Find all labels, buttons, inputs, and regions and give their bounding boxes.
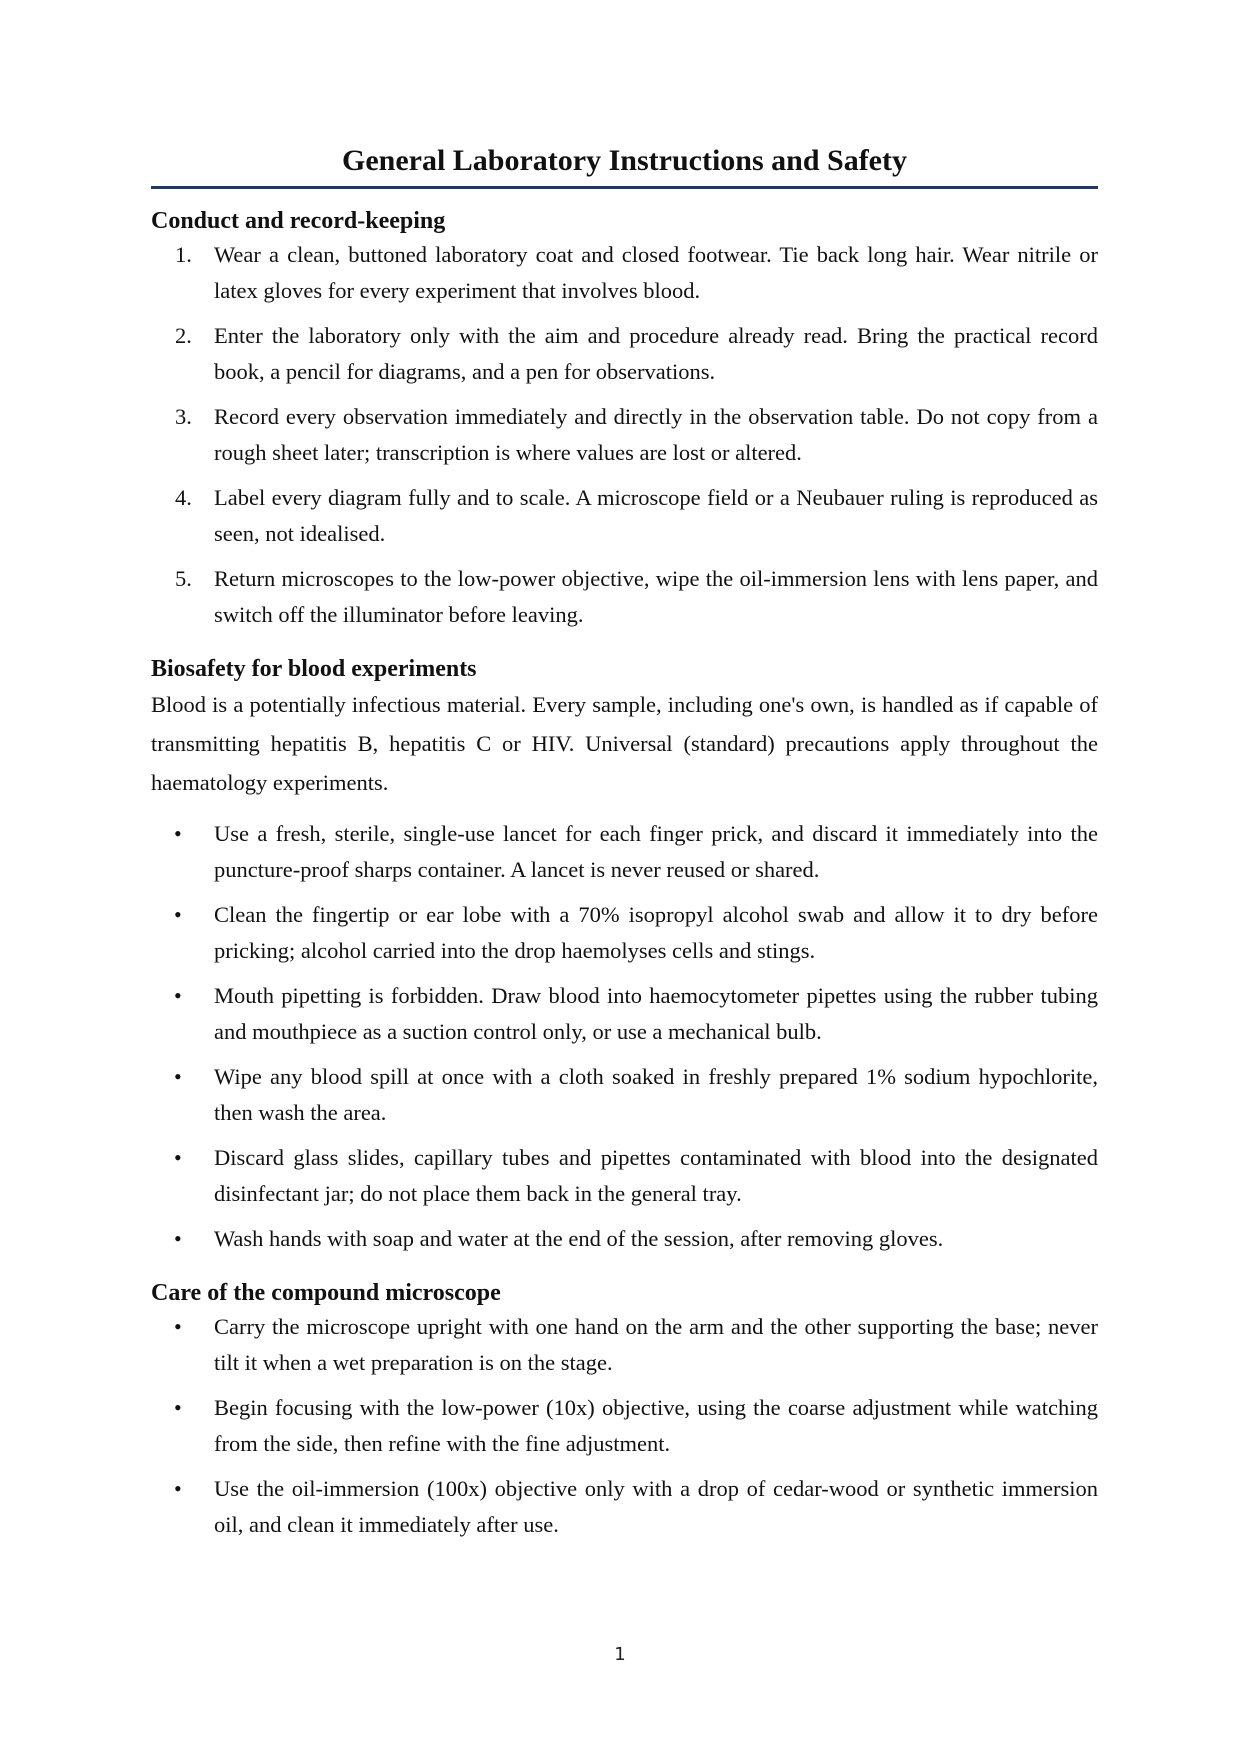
section-heading-microscope: Care of the compound microscope (151, 1280, 501, 1306)
list-item (151, 897, 1098, 969)
section-heading-conduct: Conduct and record-keeping (151, 208, 446, 234)
bullet-icon: • (174, 1064, 182, 1089)
item-text: Wipe any blood spill at once with a cloth soaked in freshly prepared 1% sodium hypochlorite, then wash the area. (214, 1064, 1098, 1125)
biosafety-list (151, 816, 1098, 1257)
list-item (151, 978, 1098, 1050)
bullet-icon: • (174, 1226, 182, 1251)
item-text: Clean the fingertip or ear lobe with a 70% isopropyl alcohol swab and allow it to dry before pricking; alcohol carried into the drop haemolyses cells and stings. (214, 902, 1098, 963)
bullet-icon: • (174, 1476, 182, 1501)
item-text: Wash hands with soap and water at the end of the session, after removing gloves. (214, 1226, 944, 1251)
bullet-icon: • (174, 1395, 182, 1420)
bullet-icon: • (174, 1145, 182, 1170)
list-item (151, 1059, 1098, 1131)
item-text: Discard glass slides, capillary tubes and pipettes contaminated with blood into the designated disinfectant jar; do not place them back in the general tray. (214, 1145, 1098, 1206)
item-text: Mouth pipetting is forbidden. Draw blood into haemocytometer pipettes using the rubber tubing and mouthpiece as a suction control only, or use a mechanical bulb. (214, 983, 1098, 1044)
item-text: Use a fresh, sterile, single-use lancet for each finger prick, and discard it immediately into the puncture-proof sharps container. A lancet is never reused or shared. (214, 821, 1098, 882)
list-item (151, 318, 1098, 390)
item-text: Begin focusing with the low-power (10x) objective, using the coarse adjustment while watching from the side, then refine with the fine adjustment. (214, 1395, 1098, 1456)
item-number: 1. (175, 242, 192, 267)
bullet-icon: • (174, 821, 182, 846)
bullet-icon: • (174, 902, 182, 927)
bullet-icon: • (174, 1314, 182, 1339)
list-item (151, 399, 1098, 471)
list-item (151, 1309, 1098, 1381)
item-number: 3. (175, 404, 192, 429)
item-text: Wear a clean, buttoned laboratory coat and closed footwear. Tie back long hair. Wear nitrile or latex gloves for every experiment that involves blood. (214, 242, 1098, 303)
page-number: 1 (614, 1644, 626, 1665)
item-number: 5. (175, 566, 192, 591)
item-number: 4. (175, 485, 192, 510)
list-item (151, 816, 1098, 888)
list-item (151, 1390, 1098, 1462)
item-text: Use the oil-immersion (100x) objective only with a drop of cedar-wood or synthetic immersion oil, and clean it immediately after use. (214, 1476, 1098, 1537)
list-item (151, 1221, 1098, 1257)
conduct-list (151, 237, 1098, 633)
item-text: Record every observation immediately and directly in the observation table. Do not copy from a rough sheet later; transcription is where values are lost or altered. (214, 404, 1098, 465)
list-item (151, 480, 1098, 552)
section-heading-biosafety: Biosafety for blood experiments (151, 656, 477, 682)
bullet-icon: • (174, 983, 182, 1008)
biosafety-paragraph: Blood is a potentially infectious material. Every sample, including one's own, is handled as if capable of transmitting hepatitis B, hepatitis C or HIV. Universal (standard) precautions apply throughout the haematology experiments. (151, 692, 1098, 795)
item-text: Enter the laboratory only with the aim and procedure already read. Bring the practical record book, a pencil for diagrams, and a pen for observations. (214, 323, 1098, 384)
item-text: Carry the microscope upright with one hand on the arm and the other supporting the base; never tilt it when a wet preparation is on the stage. (214, 1314, 1098, 1375)
item-text: Return microscopes to the low-power objective, wipe the oil-immersion lens with lens paper, and switch off the illuminator before leaving. (214, 566, 1098, 627)
document-page (151, 140, 1098, 1543)
microscope-list (151, 1309, 1098, 1543)
list-item (151, 1471, 1098, 1543)
list-item (151, 561, 1098, 633)
page-title: General Laboratory Instructions and Safety (151, 140, 1098, 189)
list-item (151, 1140, 1098, 1212)
item-text: Label every diagram fully and to scale. A microscope field or a Neubauer ruling is reproduced as seen, not idealised. (214, 485, 1098, 546)
list-item (151, 237, 1098, 309)
item-number: 2. (175, 323, 192, 348)
